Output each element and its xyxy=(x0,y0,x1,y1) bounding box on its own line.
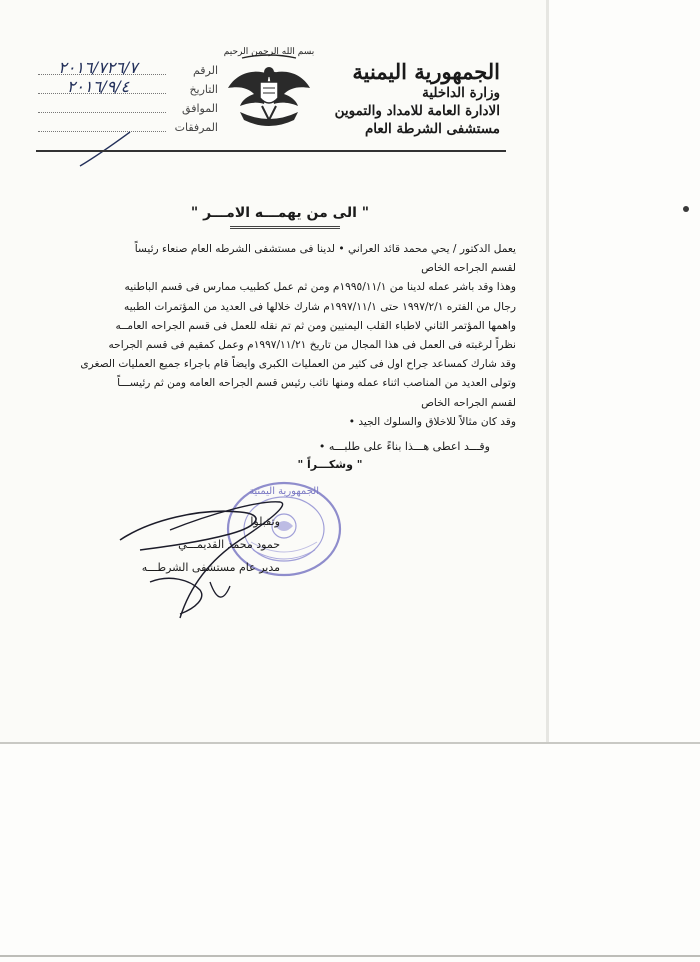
body-line: لقسم الجراحه الخاص xyxy=(421,396,516,409)
letter-body xyxy=(40,240,516,432)
department-name: الادارة العامة للامداد والتموين xyxy=(334,103,500,119)
reference-fields xyxy=(38,60,218,136)
body-line: وهذا وقد باشر عمله لدينا من ١٩٩٥/١١/١م ومن ثم عمل كطبيب ممارس فى قسم الباطنيه xyxy=(124,281,516,294)
handwritten-signature-icon xyxy=(110,490,310,630)
signatory-title: مدير عام مستشفى الشرطـــه xyxy=(141,561,280,574)
body-line: رجال من الفتره ١٩٩٧/٢/١ حتى ١٩٩٧/١١/١م شارك خلالها فى العديد من المؤتمرات الطبيه xyxy=(124,300,516,313)
stamp-text: الجمهورية اليمنية xyxy=(248,486,320,497)
hospital-name: مستشفى الشرطة العام xyxy=(364,121,500,137)
signatory-name: حمود محمد القديمـــي xyxy=(178,538,280,551)
body-line: وقد شارك كمساعد جراح اول فى كثير من العمليات الكبرى وايضاً قام باجراء جميع العمليات الصغرى xyxy=(80,358,516,371)
header-divider xyxy=(36,150,506,152)
closing-line: وقـــد اعطى هـــذا بناءً على طلبـــه • xyxy=(318,440,490,453)
body-line: نظراً لرغبته فى العمل فى هذا المجال من تاريخ ١٩٩٧/١١/٢١م وعمل كمقيم فى قسم الجراحه xyxy=(108,339,516,352)
sheet-bottom-edge xyxy=(0,742,700,744)
body-line: لقسم الجراحه الخاص xyxy=(421,262,516,275)
emblem-motto: بسم الله الرحمن الرحيم xyxy=(223,47,315,57)
reference-date-row xyxy=(38,79,218,98)
letterhead xyxy=(310,60,500,138)
reference-attachments-label: المرفقات xyxy=(174,121,218,134)
stray-ink-dot xyxy=(683,206,689,212)
reference-date-value: ٢٠١٦/٩/٤ xyxy=(66,77,130,96)
body-line: واهمها المؤتمر الثاني لاطباء القلب اليمنيين ومن ثم تم نقله للعمل فى قسم الجراحه العامــه xyxy=(115,319,516,332)
reference-corresponding-label: الموافق xyxy=(182,102,218,115)
reference-date-label: التاريخ xyxy=(189,83,218,96)
sheet-edge xyxy=(546,0,549,742)
reference-corresponding-row xyxy=(38,98,218,117)
reference-number-label: الرقم xyxy=(192,64,218,77)
yemen-eagle-emblem-icon xyxy=(222,40,317,140)
subject-underline xyxy=(230,226,340,229)
scan-bottom-edge xyxy=(0,955,700,957)
body-line: وتولى العديد من المناصب اثناء عمله ومنها نائب رئيس قسم الجراحه العامه ومن ثم رئيســـاً xyxy=(117,377,516,390)
country-name: الجمهورية اليمنية xyxy=(352,59,500,84)
body-line: وقد كان مثالاً للاخلاق والسلوك الجيد • xyxy=(348,415,516,428)
letter-subject: " الى من يهمـــه الامـــر " xyxy=(190,205,370,221)
body-line: يعمل الدكتور / يحي محمد قائد العراني • لدينا فى مستشفى الشرطه العام صنعاء رئيساً xyxy=(134,243,516,255)
signature-greeting: وتقبلوا xyxy=(250,515,280,528)
ministry-name: وزارة الداخلية xyxy=(422,85,500,101)
thanks-line: " وشكـــراً " xyxy=(297,458,363,471)
reference-number-value: ٢٠١٦/٧٢٦/٧ xyxy=(58,58,138,77)
